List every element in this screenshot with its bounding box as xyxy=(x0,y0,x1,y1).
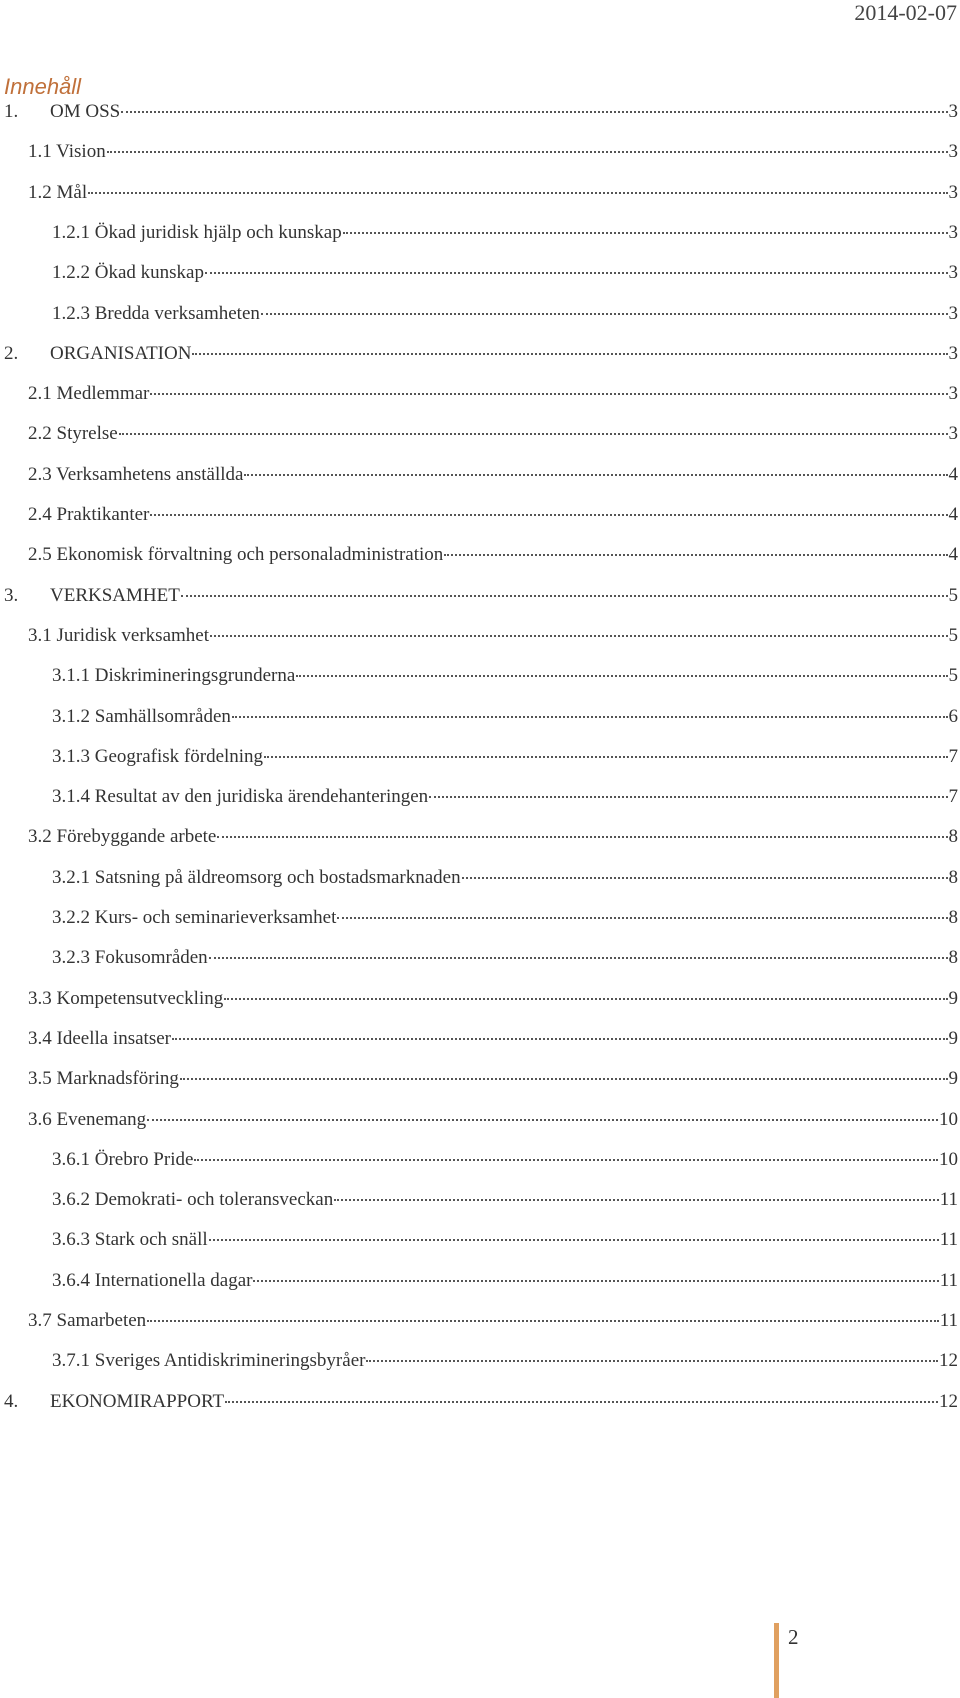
toc-entry-number: 1. xyxy=(4,101,19,122)
toc-entry-label: EKONOMIRAPPORT xyxy=(50,1390,225,1412)
toc-entry-page: 10 xyxy=(939,1148,958,1170)
toc-entry[interactable] xyxy=(0,303,958,343)
toc-entry-label: 1.2.2 Ökad kunskap xyxy=(52,262,204,284)
toc-entry-label: 3.3 Kompetensutveckling xyxy=(28,987,224,1009)
toc-dot-leader xyxy=(107,151,948,153)
toc-entry[interactable] xyxy=(0,585,958,625)
toc-entry-number: 2. xyxy=(4,342,19,364)
toc-entry-label: 3.1.2 Samhällsområden xyxy=(52,705,231,727)
toc-entry-page: 9 xyxy=(948,1068,958,1090)
toc-entry-label: 1.1 Vision xyxy=(28,141,106,163)
toc-entry-label: 3.2.3 Fokusområden xyxy=(52,947,208,969)
header-date: 2014-02-07 xyxy=(854,0,957,25)
toc-entry-page: 8 xyxy=(948,826,958,848)
toc-entry[interactable] xyxy=(0,746,958,786)
toc-entry[interactable] xyxy=(0,1310,958,1350)
toc-dot-leader xyxy=(462,877,948,879)
toc-entry[interactable] xyxy=(0,101,958,141)
toc-entry[interactable] xyxy=(0,1189,958,1229)
toc-entry[interactable] xyxy=(0,544,958,584)
toc-entry-page: 3 xyxy=(948,262,958,284)
toc-entry-label: 3.1.4 Resultat av den juridiska ärendehanteringen xyxy=(52,786,429,808)
toc-entry[interactable] xyxy=(0,907,958,947)
toc-entry-label: 3.7 Samarbeten xyxy=(28,1310,147,1331)
toc-entry[interactable] xyxy=(0,1028,958,1068)
toc-entry-page: 3 xyxy=(948,383,958,405)
toc-entry[interactable] xyxy=(0,464,958,504)
toc-entry-page: 3 xyxy=(948,302,958,324)
toc-entry[interactable] xyxy=(0,222,958,262)
toc-entry[interactable] xyxy=(0,1229,958,1269)
toc-entry-page: 6 xyxy=(948,705,958,727)
toc-entry-page: 12 xyxy=(939,1390,958,1412)
toc-entry-label: 3.1.1 Diskrimineringsgrunderna xyxy=(52,665,296,687)
toc-entry-page: 12 xyxy=(939,1350,958,1372)
toc-entry-label: 3.2 Förebyggande arbete xyxy=(28,826,217,848)
toc-dot-leader xyxy=(180,1078,948,1080)
toc-entry-label: 3.6.3 Stark och snäll xyxy=(52,1229,208,1251)
toc-entry-page: 8 xyxy=(948,907,958,928)
toc-entry-label: 3.6.2 Demokrati- och toleransveckan xyxy=(52,1189,334,1211)
toc-entry-page: 3 xyxy=(948,342,958,364)
toc-dot-leader xyxy=(224,998,947,1000)
toc-entry-label: 3.6 Evenemang xyxy=(28,1108,147,1130)
toc-dot-leader xyxy=(205,272,948,274)
toc-entry[interactable] xyxy=(0,625,958,665)
toc-entry-page: 5 xyxy=(948,665,958,687)
toc-entry-page: 10 xyxy=(939,1108,958,1130)
toc-entry-page: 8 xyxy=(948,866,958,888)
toc-entry[interactable] xyxy=(0,1109,958,1149)
toc-entry[interactable] xyxy=(0,988,958,1028)
toc-entry[interactable] xyxy=(0,262,958,302)
toc-dot-leader xyxy=(192,353,947,355)
toc-dot-leader xyxy=(337,917,947,919)
toc-entry-label: 2.1 Medlemmar xyxy=(28,383,150,405)
toc-entry-page: 9 xyxy=(948,987,958,1009)
toc-dot-leader xyxy=(147,1119,938,1121)
toc-dot-leader xyxy=(366,1360,938,1362)
toc-entry-page: 7 xyxy=(948,745,958,767)
toc-entry-label: 2.3 Verksamhetens anställda xyxy=(28,463,244,485)
toc-entry-page: 4 xyxy=(948,463,958,485)
page-number: 2 xyxy=(788,1625,799,1649)
toc-entry-label: OM OSS xyxy=(50,101,121,122)
toc-dot-leader xyxy=(88,192,947,194)
toc-entry[interactable] xyxy=(0,343,958,383)
toc-entry[interactable] xyxy=(0,182,958,222)
toc-entry-page: 11 xyxy=(939,1229,958,1251)
toc-entry[interactable] xyxy=(0,665,958,705)
toc-entry[interactable] xyxy=(0,706,958,746)
toc-entry-page: 11 xyxy=(939,1269,958,1291)
toc-entry-page: 3 xyxy=(948,221,958,243)
toc-dot-leader xyxy=(253,1280,938,1282)
toc-dot-leader xyxy=(209,1239,939,1241)
toc-dot-leader xyxy=(147,1320,939,1322)
toc-entry-page: 5 xyxy=(948,624,958,646)
toc-entry-page: 8 xyxy=(948,947,958,969)
toc-entry-label: 1.2 Mål xyxy=(28,181,88,203)
toc-dot-leader xyxy=(244,474,947,476)
toc-entry-label: 3.5 Marknadsföring xyxy=(28,1068,179,1090)
toc-entry[interactable] xyxy=(0,504,958,544)
toc-entry[interactable] xyxy=(0,1350,958,1390)
toc-entry[interactable] xyxy=(0,1270,958,1310)
toc-entry[interactable] xyxy=(0,947,958,987)
toc-entry-page: 7 xyxy=(948,786,958,808)
toc-entry-page: 3 xyxy=(948,141,958,163)
toc-entry-label: VERKSAMHET xyxy=(50,584,180,606)
toc-dot-leader xyxy=(119,433,948,435)
toc-entry-page: 11 xyxy=(939,1189,958,1211)
toc-dot-leader xyxy=(334,1199,938,1201)
toc-entry-page: 4 xyxy=(948,544,958,566)
toc-entry[interactable] xyxy=(0,1068,958,1108)
toc-dot-leader xyxy=(121,111,947,113)
toc-entry-label: 1.2.1 Ökad juridisk hjälp och kunskap xyxy=(52,221,342,243)
toc-dot-leader xyxy=(261,313,948,315)
toc-entry-label: 3.1 Juridisk verksamhet xyxy=(28,624,210,646)
toc-dot-leader xyxy=(210,635,947,637)
toc-title: Innehåll xyxy=(4,74,82,99)
toc-entry-page: 9 xyxy=(948,1027,958,1049)
toc-dot-leader xyxy=(150,393,947,395)
toc-dot-leader xyxy=(194,1159,938,1161)
toc-entry-number: 3. xyxy=(4,584,19,606)
toc-dot-leader xyxy=(296,675,947,677)
toc-entry-label: 3.4 Ideella insatser xyxy=(28,1027,171,1049)
toc-dot-leader xyxy=(232,716,948,718)
toc-dot-leader xyxy=(429,796,947,798)
toc-dot-leader xyxy=(172,1038,948,1040)
toc-entry[interactable] xyxy=(0,1149,958,1189)
toc-entry-label: 3.6.1 Örebro Pride xyxy=(52,1148,194,1170)
toc-entry[interactable] xyxy=(0,786,958,826)
toc-entry-label: 3.2.2 Kurs- och seminarieverksamhet xyxy=(52,907,337,928)
toc-entry-label: 1.2.3 Bredda verksamheten xyxy=(52,302,260,324)
toc-entry-page: 3 xyxy=(948,101,958,122)
toc-entry-label: ORGANISATION xyxy=(50,342,192,364)
toc-entry-page: 5 xyxy=(948,584,958,606)
toc-entry-page: 3 xyxy=(948,181,958,203)
toc-entry-page: 3 xyxy=(948,423,958,445)
footer-accent-bar xyxy=(774,1623,779,1698)
toc-dot-leader xyxy=(217,836,947,838)
toc-entry[interactable] xyxy=(0,383,958,423)
toc-entry-label: 3.7.1 Sveriges Antidiskrimineringsbyråer xyxy=(52,1350,366,1372)
toc-entry[interactable] xyxy=(0,867,958,907)
toc-entry-label: 2.5 Ekonomisk förvaltning och personaladministration xyxy=(28,544,444,566)
toc-entry[interactable] xyxy=(0,826,958,866)
toc-dot-leader xyxy=(264,756,947,758)
toc-entry-label: 2.4 Praktikanter xyxy=(28,504,150,525)
toc-entry[interactable] xyxy=(0,423,958,463)
toc-dot-leader xyxy=(343,232,948,234)
toc-dot-leader xyxy=(181,595,948,597)
toc-entry-label: 3.2.1 Satsning på äldreomsorg och bostadsmarknaden xyxy=(52,866,461,888)
toc-dot-leader xyxy=(225,1401,938,1403)
toc-entry-number: 4. xyxy=(4,1390,19,1412)
toc-entry-page: 11 xyxy=(939,1310,958,1331)
toc-entry-label: 2.2 Styrelse xyxy=(28,423,118,445)
toc-dot-leader xyxy=(150,514,947,516)
toc-entry-label: 3.6.4 Internationella dagar xyxy=(52,1269,253,1291)
toc-entry[interactable] xyxy=(0,1391,958,1431)
toc-entry-label: 3.1.3 Geografisk fördelning xyxy=(52,745,264,767)
toc-entry[interactable] xyxy=(0,141,958,181)
toc-dot-leader xyxy=(444,554,947,556)
toc-dot-leader xyxy=(209,957,948,959)
toc-entry-page: 4 xyxy=(948,504,958,525)
